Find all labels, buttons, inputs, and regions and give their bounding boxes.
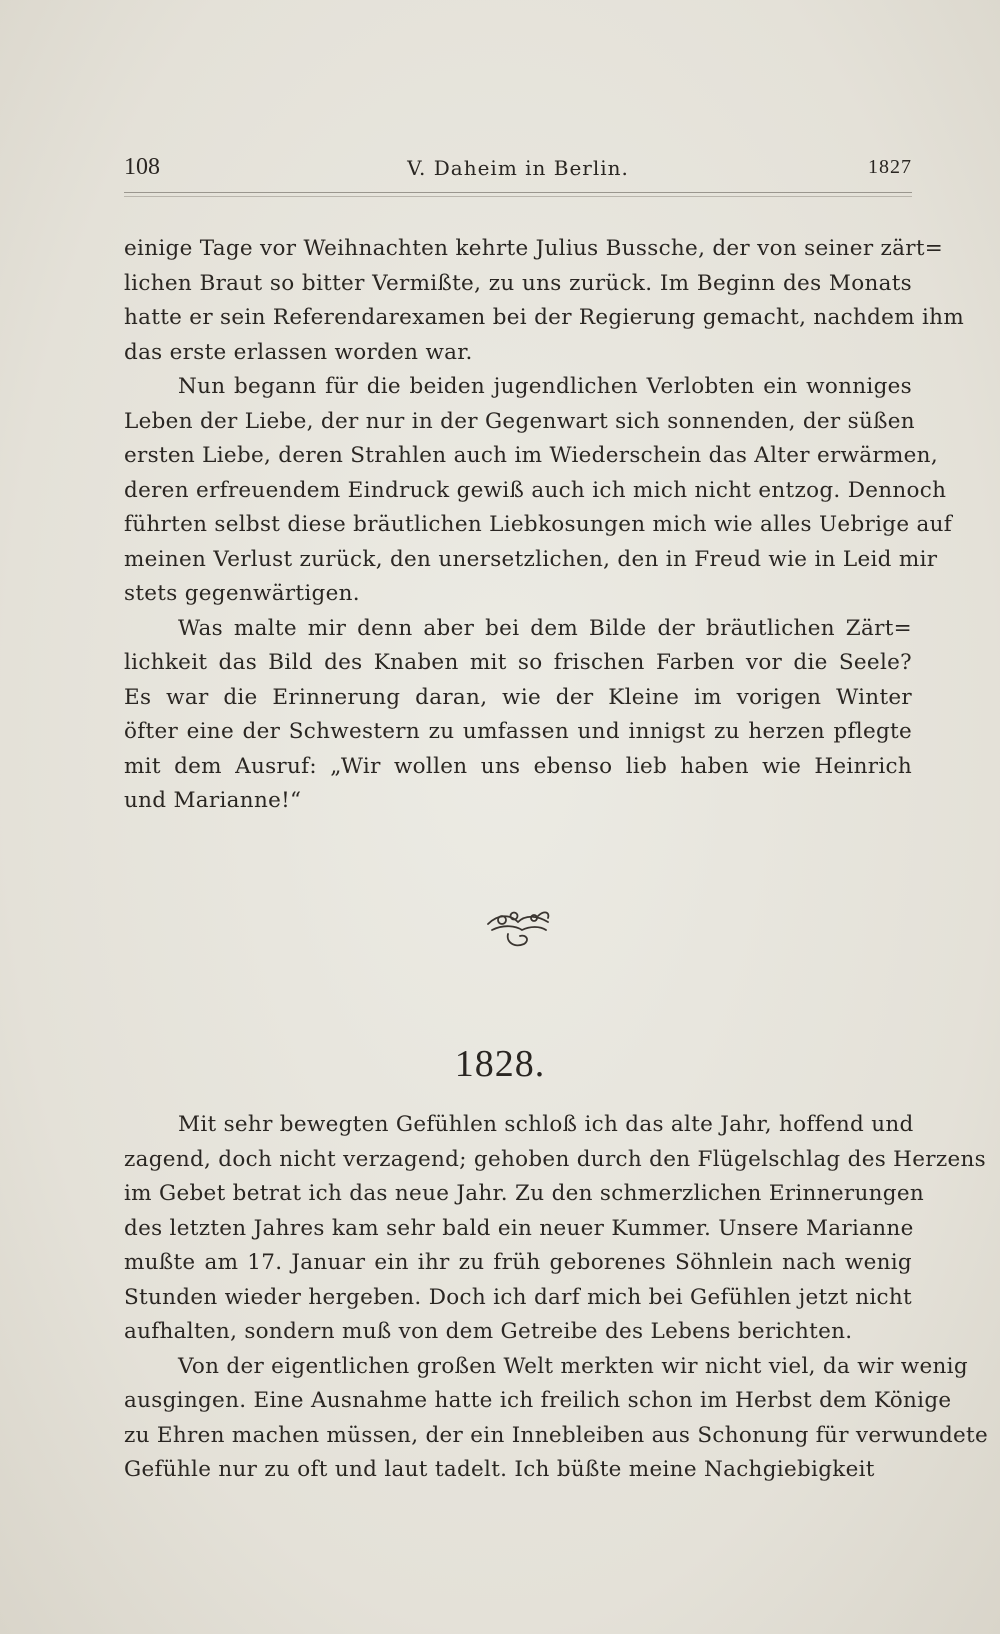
- text-line: ersten Liebe, deren Strahlen auch im Wiederschein das Alter erwärmen,: [124, 443, 938, 468]
- text-line: aufhalten, sondern muß von dem Getreibe des Lebens berichten.: [124, 1319, 853, 1344]
- text-line: deren erfreuendem Eindruck gewiß auch ich mich nicht entzog. Dennoch: [124, 477, 947, 503]
- text-line: zagend, doch nicht verzagend; gehoben durch den Flügelschlag des Herzens: [124, 1146, 986, 1172]
- text-line: mußte am 17. Januar ein ihr zu früh geborenes Söhnlein nach wenig: [124, 1250, 912, 1275]
- text-line: öfter eine der Schwestern zu umfassen und innigst zu herzen pflegte: [124, 719, 912, 744]
- text-line: zu Ehren machen müssen, der ein Innebleiben aus Schonung für verwundete: [124, 1422, 989, 1448]
- header-rule: [124, 192, 912, 193]
- text-block-1827: [124, 232, 965, 819]
- page-number: 108: [124, 154, 160, 180]
- text-line: meinen Verlust zurück, den unersetzlichen, den in Freud wie in Leid mir: [124, 546, 938, 572]
- text-line: einige Tage vor Weihnachten kehrte Julius Bussche, der von seiner zärt=: [124, 236, 944, 261]
- text-line: Nun begann für die beiden jugendlichen Verlobten ein wonniges: [178, 374, 912, 399]
- text-line: Es war die Erinnerung daran, wie der Kleine im vorigen Winter: [124, 684, 912, 710]
- text-line: und Marianne!“: [124, 788, 302, 813]
- text-line: Mit sehr bewegten Gefühlen schloß ich das alte Jahr, hoffend und: [178, 1112, 914, 1137]
- year-heading: 1828.: [454, 1043, 546, 1085]
- text-line: das erste erlassen worden war.: [124, 339, 473, 365]
- text-block-1828: [124, 1108, 989, 1488]
- running-title: V. Daheim in Berlin.: [407, 156, 629, 180]
- text-line: stets gegenwärtigen.: [124, 581, 360, 606]
- text-line: mit dem Ausruf: „Wir wollen uns ebenso lieb haben wie Heinrich: [124, 753, 912, 779]
- text-line: Leben der Liebe, der nur in der Gegenwart sich sonnenden, der süßen: [124, 408, 915, 434]
- text-line: Was malte mir denn aber bei dem Bilde der bräutlichen Zärt=: [178, 615, 912, 641]
- text-line: hatte er sein Referendarexamen bei der Regierung gemacht, nachdem ihm: [124, 305, 965, 330]
- text-line: lichen Braut so bitter Vermißte, zu uns zurück. Im Beginn des Monats: [124, 270, 912, 296]
- header-rule-secondary: [124, 196, 912, 197]
- text-line: Von der eigentlichen großen Welt merkten wir nicht viel, da wir wenig: [178, 1353, 968, 1379]
- text-line: im Gebet betrat ich das neue Jahr. Zu den schmerzlichen Erinnerungen: [124, 1181, 924, 1206]
- header-year: 1827: [868, 156, 912, 178]
- text-line: führten selbst diese bräutlichen Liebkosungen mich wie alles Uebrige auf: [124, 512, 953, 537]
- text-line: ausgingen. Eine Ausnahme hatte ich freilich schon im Herbst dem Könige: [124, 1388, 952, 1413]
- text-line: lichkeit das Bild des Knaben mit so frischen Farben vor die Seele?: [124, 650, 912, 675]
- text-line: des letzten Jahres kam sehr bald ein neuer Kummer. Unsere Marianne: [124, 1215, 914, 1241]
- running-header: [124, 150, 912, 184]
- text-line: Gefühle nur zu oft und laut tadelt. Ich büßte meine Nachgiebigkeit: [124, 1457, 875, 1482]
- text-line: Stunden wieder hergeben. Doch ich darf mich bei Gefühlen jetzt nicht: [124, 1284, 912, 1310]
- floral-ornament-icon: [478, 900, 558, 952]
